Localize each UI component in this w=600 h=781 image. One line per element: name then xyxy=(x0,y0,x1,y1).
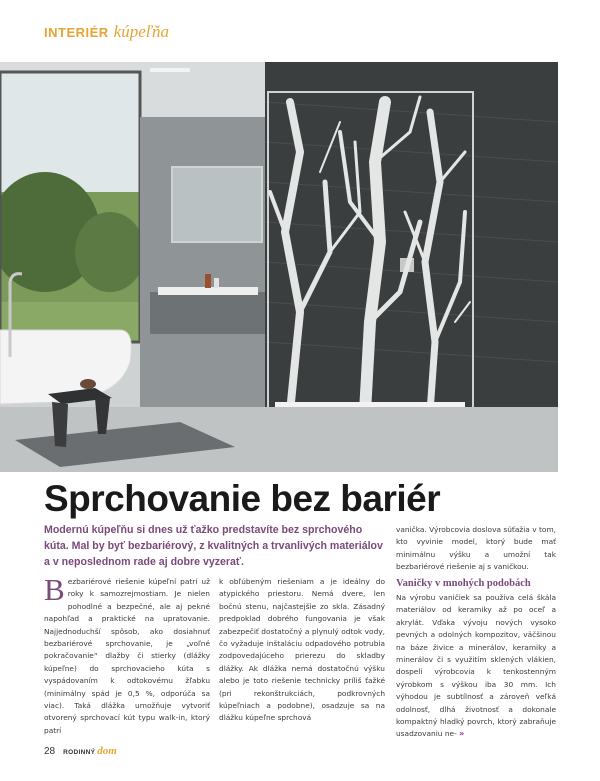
article-title: Sprchovanie bez bariér xyxy=(44,478,441,519)
page-number: 28 xyxy=(44,746,56,757)
body-column-1 xyxy=(44,572,210,737)
body-column-3-bottom xyxy=(396,592,556,741)
body-column-2 xyxy=(219,576,385,725)
brand-logo: dom xyxy=(97,745,117,757)
body-text-3b: Na výrobu vaničiek sa používa celá škála materiálov od keramiky až po oceľ a akrylát. Vďaka vývoju nových vysoko pevných a odolných kompozitov, väčšinou na báze živice a minerálov, keramiky a minerálov či s využitím sklených vlákien, dospeli výrobcovia k tenkostenným výrobkom s výškou iba 30 mm. Ich výhodou je subtílnosť a zároveň veľká odolnosť, dlhá životnosť a dokonale kompaktný hladký povrch, ktorý zabraňuje usadzovaniu ne- xyxy=(396,593,556,739)
subheading: Vaničky v mnohých podobách xyxy=(396,578,531,589)
section-header xyxy=(44,22,169,42)
continue-arrow-icon: » xyxy=(459,729,465,739)
page-footer xyxy=(44,745,117,757)
body-column-3-top xyxy=(396,524,556,574)
subsection-label: kúpeľňa xyxy=(113,22,169,41)
section-label: INTERIÉR xyxy=(44,25,109,40)
bathroom-photo xyxy=(0,62,558,472)
drop-cap: B xyxy=(44,572,65,607)
brand-name: RODINNÝ xyxy=(63,749,96,756)
body-text-2: k obľúbeným riešeniam a je ideálny do atypického priestoru. Nemá dvere, len bočnú stenu, najčastejšie zo skla. Zásadný predpoklad dobrého fungovania je však zabezpečiť dostatočný a plynulý odtok vody, čo vyžaduje inštaláciu odpadového potrubia zodpovedajúceho prierezu do skladby dlážky. Ak dlážka nemá dostatočnú výšku alebo je toto riešenie technicky príliš ťažké (pri rekonštrukciách, podkrovných kúpeľniach a podobne), osadzuje sa na dlážku kúpeľne sprchová xyxy=(219,577,385,723)
article-lead: Modernú kúpeľňu si dnes už ťažko predstavíte bez sprchového kúta. Mal by byť bezbariérový, z kvalitných a trvanlivých materiálov a v neposlednom rade aj dobre vyzerať. xyxy=(44,524,383,568)
magazine-brand xyxy=(63,745,117,757)
body-text-3a: vanička. Výrobcovia doslova súťažia v tom, kto vyvinie model, ktorý bude mať minimálnu výšku a umožní tak bezbariérové riešenie aj s vaničkou. xyxy=(396,525,556,572)
body-text-1: ezbariérové riešenie kúpeľní patrí už roky k samozrejmostiam. Je nielen pohodlné a bezpečné, ale aj pekné napohľad a praktické na upratovanie. Najjednoduchší spôsob, ako dosiahnuť bezbariérové sprchovanie, je „voľné pokračovanie“ dlažby či stierky (dlážky kúpeľne) do sprchovacieho kúta s vyspádovaním k odtokovému žľabku (minimálny spád je 0,5 %, odporúča sa viac). Taká dlážka umožňuje vytvoriť otvorený sprchovací kút typu walk-in, ktorý patrí xyxy=(44,577,210,735)
